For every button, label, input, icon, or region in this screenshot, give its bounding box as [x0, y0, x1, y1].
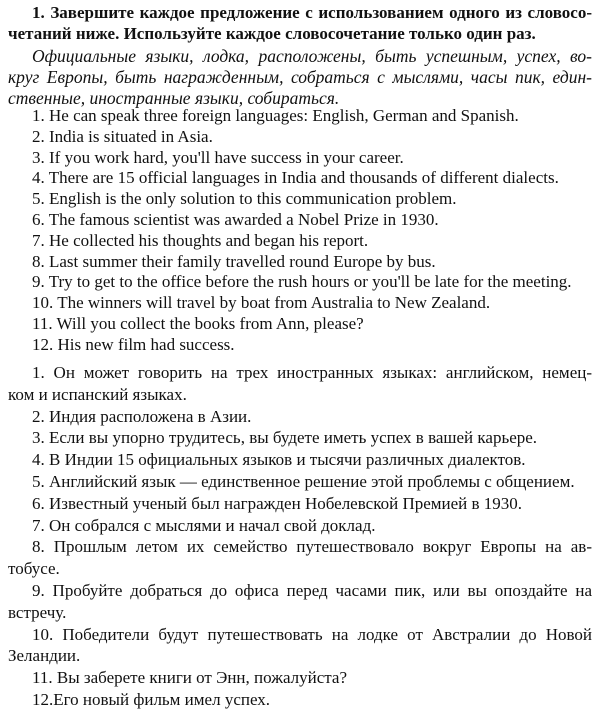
task-instruction — [8, 3, 592, 45]
phrase-line: Официальные языки, лодка, расположены, быть успешным, успех, во- — [32, 46, 592, 66]
russian-sentence: 12.Его новый фильм имел успех. — [32, 689, 271, 709]
task-line: четаний ниже. Используйте каждое словосочетание только один раз. — [8, 23, 536, 43]
english-sentence: 2. India is situated in Asia. — [32, 126, 213, 146]
russian-sentence: 4. В Индии 15 официальных языков и тысячи различных диалектов. — [32, 450, 526, 470]
english-sentence: 4. There are 15 official languages in India and thousands of different dialects. — [32, 168, 559, 188]
task-line: 1. Завершите каждое предложение с использованием одного из словосо- — [32, 3, 592, 22]
english-sentence: 10. The winners will travel by boat from Australia to New Zealand. — [32, 293, 491, 313]
english-sentence: 6. The famous scientist was awarded a Nobel Prize in 1930. — [32, 209, 439, 229]
phrase-list — [8, 46, 592, 108]
russian-sentence-continuation: тобусе. — [8, 559, 60, 579]
russian-sentence: 2. Индия расположена в Азии. — [32, 406, 252, 426]
english-sentence: 9. Try to get to the office before the rush hours or you'll be late for the meeting. — [32, 272, 572, 292]
english-sentence: 5. English is the only solution to this communication problem. — [32, 189, 457, 209]
russian-sentence-continuation: встречу. — [8, 602, 67, 622]
english-sentence: 7. He collected his thoughts and began his report. — [32, 230, 369, 250]
phrase-line: круг Европы, быть награжденным, собраться с мыслями, часы пик, един- — [8, 66, 592, 87]
russian-sentence: 9. Пробуйте добраться до офиса перед часами пик, или вы опоздайте на — [32, 580, 592, 600]
russian-sentence-continuation: ком и испанский языках. — [8, 384, 187, 404]
russian-sentence: 1. Он может говорить на трех иностранных языках: английском, немец- — [32, 363, 592, 382]
russian-sentence: 7. Он собрался с мыслями и начал свой доклад. — [32, 515, 376, 535]
russian-sentence: 11. Вы заберете книги от Энн, пожалуйста? — [32, 668, 347, 688]
russian-sentence: 3. Если вы упорно трудитесь, вы будете иметь успех в вашей карьере. — [32, 428, 538, 448]
english-sentence: 1. He can speak three foreign languages: English, German and Spanish. — [32, 106, 519, 125]
english-sentence: 8. Last summer their family travelled round Europe by bus. — [32, 251, 436, 271]
english-sentence: 11. Will you collect the books from Ann, please? — [32, 313, 364, 333]
english-sentence: 3. If you work hard, you'll have success in your career. — [32, 147, 404, 167]
english-sentence: 12. His new film had success. — [32, 334, 235, 354]
russian-sentence-continuation: Зеландии. — [8, 646, 81, 666]
russian-sentence: 6. Известный ученый был награжден Нобелевской Премией в 1930. — [32, 493, 523, 513]
russian-sentence: 8. Прошлым летом их семейство путешествовало вокруг Европы на ав- — [32, 537, 592, 557]
russian-sentence: 10. Победители будут путешествовать на лодке от Австралии до Новой — [32, 624, 592, 644]
russian-translations — [8, 362, 592, 710]
phrase-line: ственные, иностранные языки, собираться. — [8, 87, 340, 108]
russian-sentence: 5. Английский язык — единственное решение этой проблемы с общением. — [32, 471, 575, 491]
english-answers — [8, 106, 592, 356]
